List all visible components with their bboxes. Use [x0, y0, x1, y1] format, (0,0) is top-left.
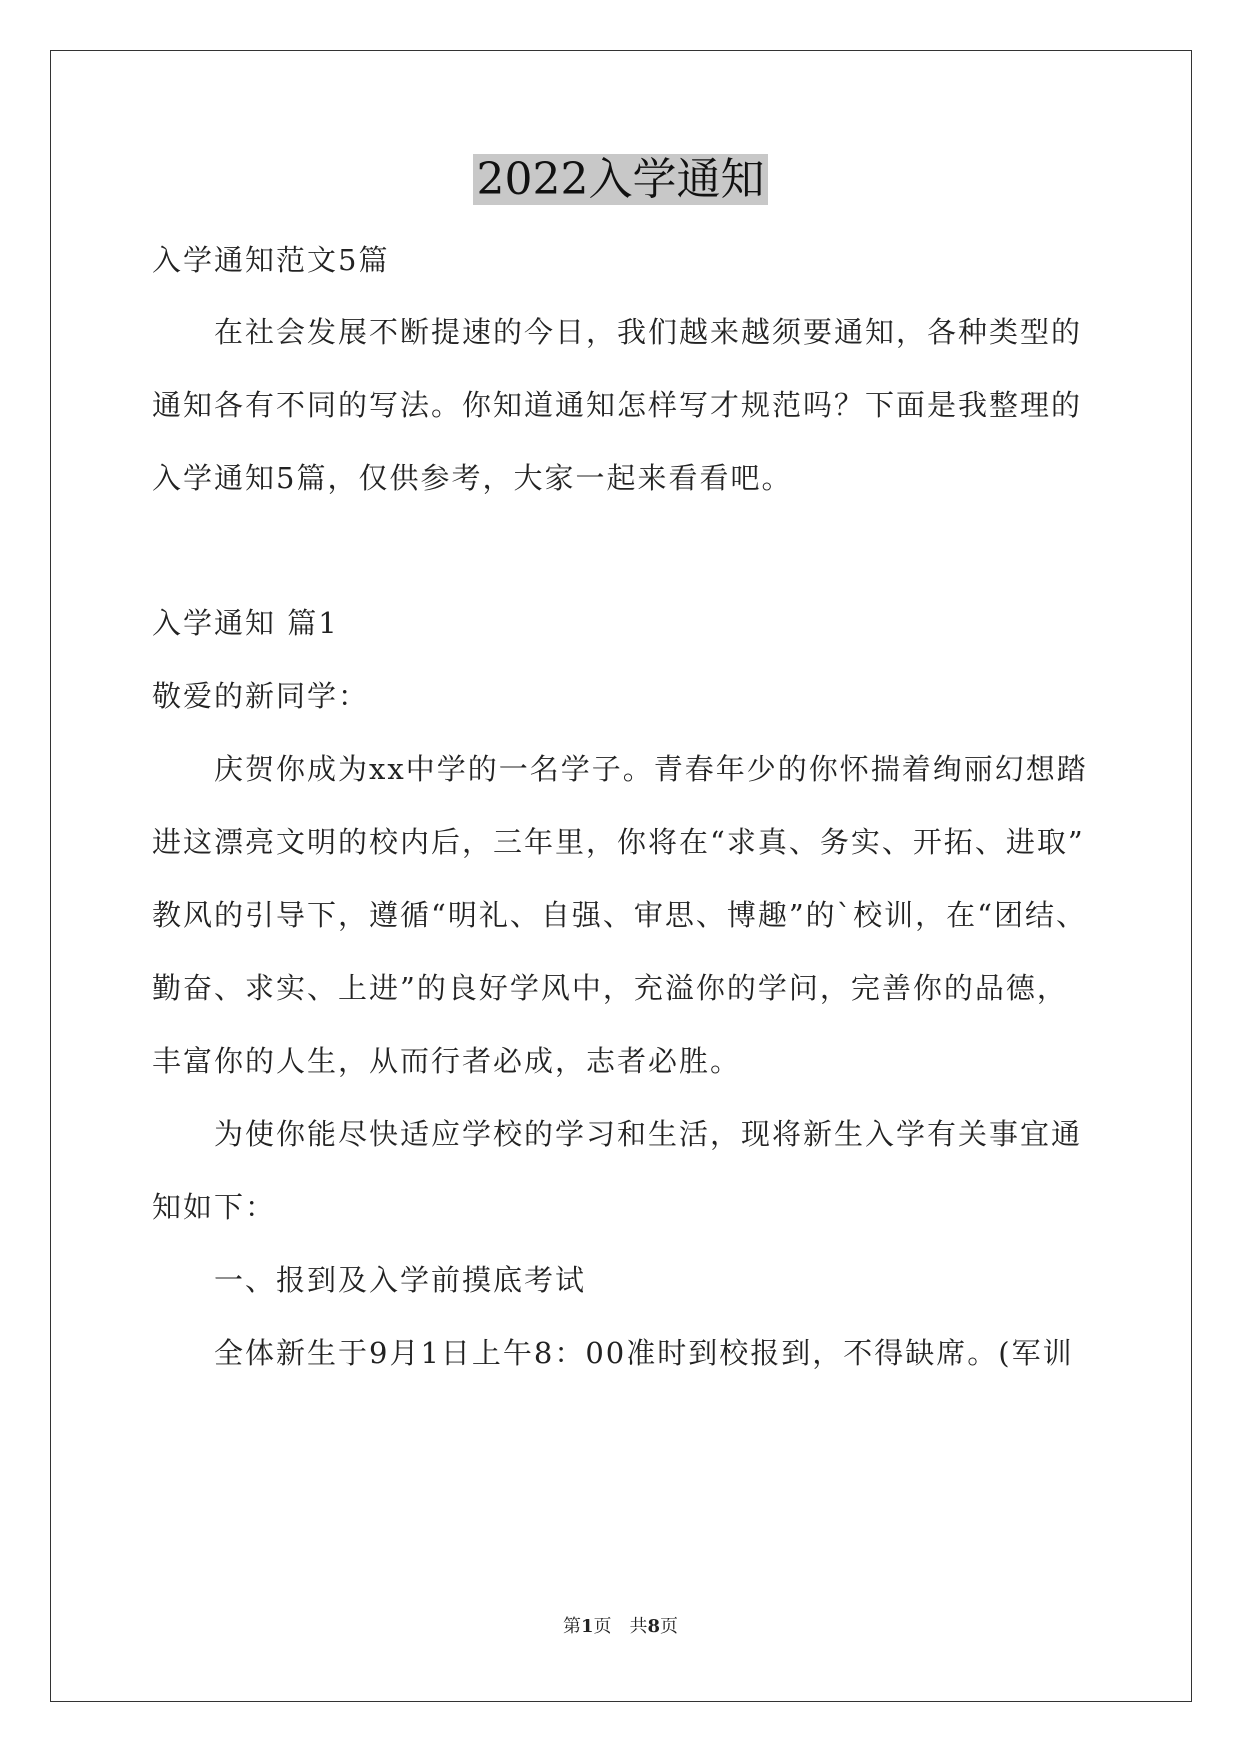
paragraph-line: 全体新生于9月1日上午8：00准时到校报到，不得缺席。(军训: [214, 1336, 1074, 1370]
paragraph-line: 庆贺你成为xx中学的一名学子。青春年少的你怀揣着绚丽幻想踏: [214, 752, 1088, 786]
footer-prefix: 第: [562, 1616, 581, 1637]
footer-page-number: 1: [580, 1616, 594, 1637]
paragraph-line: 教风的引导下，遵循“明礼、自强、审思、博趣”的`校训，在“团结、: [152, 898, 1087, 932]
paragraph-line: 勤奋、求实、上进”的良好学风中，充溢你的学问，完善你的品德，: [152, 971, 1068, 1005]
footer-total-pages: 8: [647, 1616, 661, 1637]
paragraph-line: 丰富你的人生，从而行者必成，志者必胜。: [152, 1044, 742, 1078]
paragraph-line: 进这漂亮文明的校内后，三年里，你将在“求真、务实、开拓、进取”: [152, 825, 1085, 859]
subtitle: 入学通知范文5篇: [152, 243, 390, 277]
page-border: [50, 50, 1192, 1702]
paragraph-line: 为使你能尽快适应学校的学习和生活，现将新生入学有关事宜通: [214, 1117, 1083, 1151]
section-heading: 入学通知 篇1: [152, 606, 339, 640]
page-footer: [0, 1615, 1241, 1639]
footer-mid: 页 共: [593, 1616, 648, 1637]
intro-line: 在社会发展不断提速的今日，我们越来越须要通知，各种类型的: [214, 315, 1083, 349]
item-heading: 一、报到及入学前摸底考试: [214, 1263, 587, 1297]
document-title: [0, 150, 1241, 210]
intro-line: 通知各有不同的写法。你知道通知怎样写才规范吗？下面是我整理的: [152, 388, 1083, 422]
salutation: 敬爱的新同学：: [152, 679, 370, 713]
document-title-text: 2022入学通知: [473, 154, 769, 205]
intro-line: 入学通知5篇，仅供参考，大家一起来看看吧。: [152, 461, 793, 495]
footer-suffix: 页: [660, 1616, 679, 1637]
paragraph-line: 知如下：: [152, 1190, 277, 1224]
